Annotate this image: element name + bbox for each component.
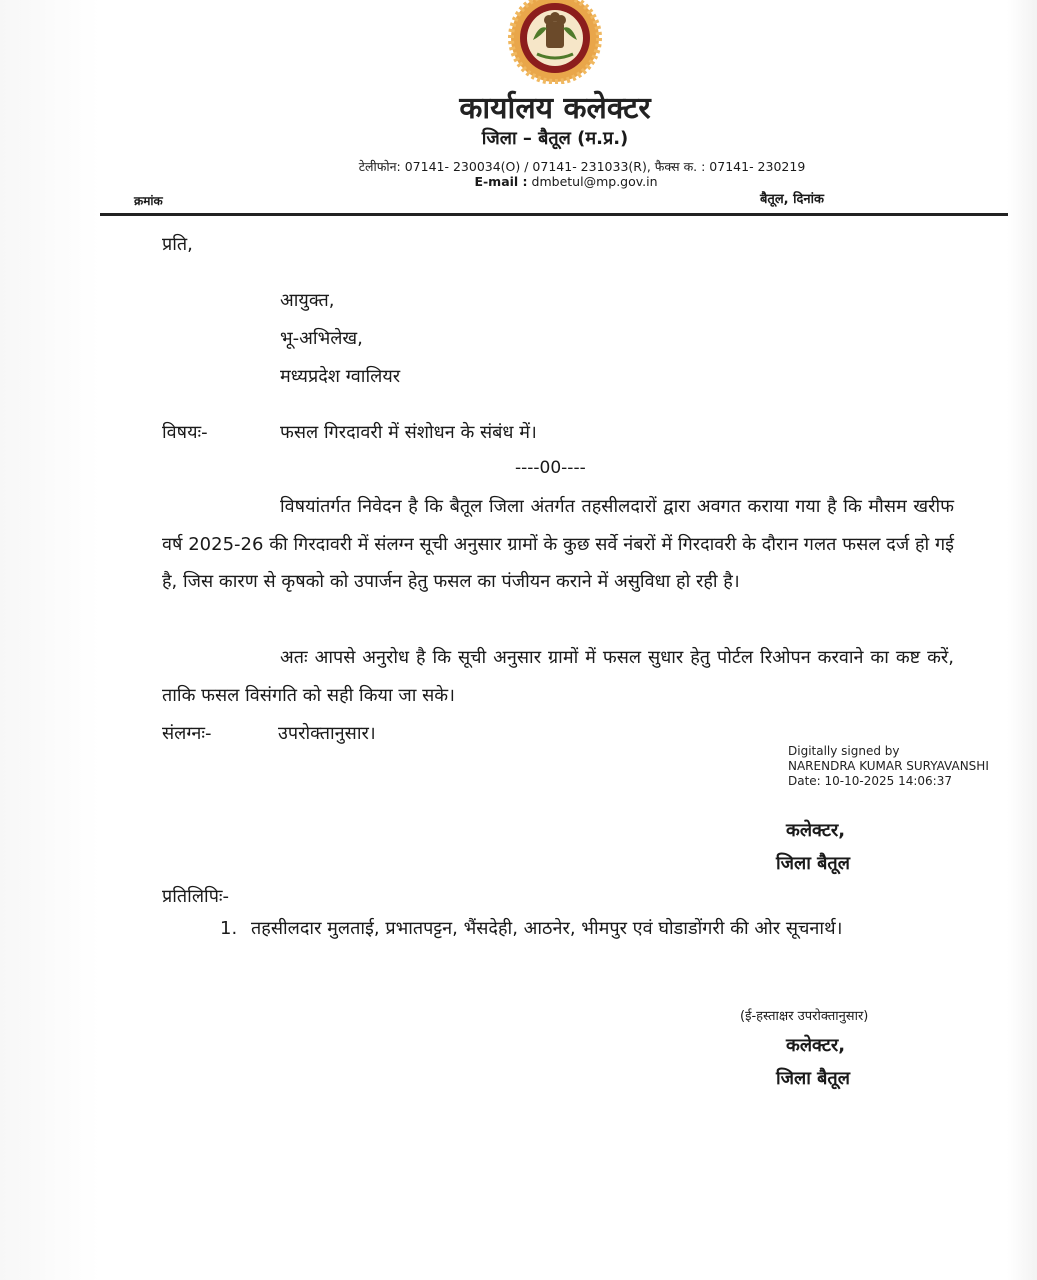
recipient-line-1: आयुक्त, [280,290,335,311]
subject-label: विषयः- [162,422,208,443]
page-shadow-left [0,0,100,1280]
reference-number-label: क्रमांक [134,194,163,208]
enclosure-label: संलग्नः- [162,723,212,744]
email-value[interactable]: dmbetul@mp.gov.in [531,174,658,189]
body-paragraph-2: अतः आपसे अनुरोध है कि सूची अनुसार ग्रामों में फसल सुधार हेतु पोर्टल रिओपन करवाने का कष्ट करें, ताकि फसल विसंगति को सही किया जा सके। [162,647,954,706]
copy-item-number: 1. [220,918,238,939]
copy-item [220,912,900,945]
copy-item-text: तहसीलदार मुलताई, प्रभातपट्टन, भैंसदेही, आठनेर, भीमपुर एवं घोडाडोंगरी की ओर सूचनार्थ। [251,918,843,939]
copy-label: प्रतिलिपिः- [162,886,230,907]
district-line: जिला – बैतूल (म.प्र.) [481,128,629,149]
esign-note: (ई-हस्ताक्षर उपरोक्तानुसार) [740,1009,869,1024]
signature-line-2: NARENDRA KUMAR SURYAVANSHI [788,759,989,773]
subject-text: फसल गिरदावरी में संशोधन के संबंध में। [280,422,537,443]
signature-line-3: Date: 10-10-2025 14:06:37 [788,774,952,788]
office-title: कार्यालय कलेक्टर [459,91,651,126]
digital-signature-block [788,744,989,789]
separator: ----00---- [515,458,586,478]
enclosure-text: उपरोक्तानुसार। [278,723,376,744]
recipient-line-3: मध्यप्रदेश ग्वालियर [280,366,401,387]
email-line [0,174,1037,189]
signatory2-district: जिला बैतूल [776,1068,850,1089]
email-label: E-mail : [474,174,528,189]
page-shadow-right [1007,0,1037,1280]
mp-govt-emblem [504,0,606,84]
recipient-line-2: भू-अभिलेख, [280,328,363,349]
phone-line: टेलीफोन: 07141- 230034(O) / 07141- 231033(R), फैक्स क. : 07141- 230219 [358,159,806,174]
body-paragraph-1: विषयांतर्गत निवेदन है कि बैतूल जिला अंतर्गत तहसीलदारों द्वारा अवगत कराया गया है कि मौसम खरीफ वर्ष 2025-26 की गिरदावरी में संलग्न सूची अनुसार ग्रामों के कुछ सर्वे नंबरों में गिरदावरी के दौरान गलत फसल दर्ज हो गई है, जिस कारण से कृषको को उपार्जन हेतु फसल का पंजीयन कराने में असुविधा हो रही है। [162,496,954,592]
signatory2-title: कलेक्टर, [786,1035,846,1056]
signature-line-1: Digitally signed by [788,744,900,758]
signatory-district: जिला बैतूल [776,853,850,874]
place-date-label: बैतूल, दिनांक [760,192,824,207]
signatory-title: कलेक्टर, [786,820,846,841]
salutation: प्रति, [162,234,193,255]
header-divider [100,213,1008,216]
